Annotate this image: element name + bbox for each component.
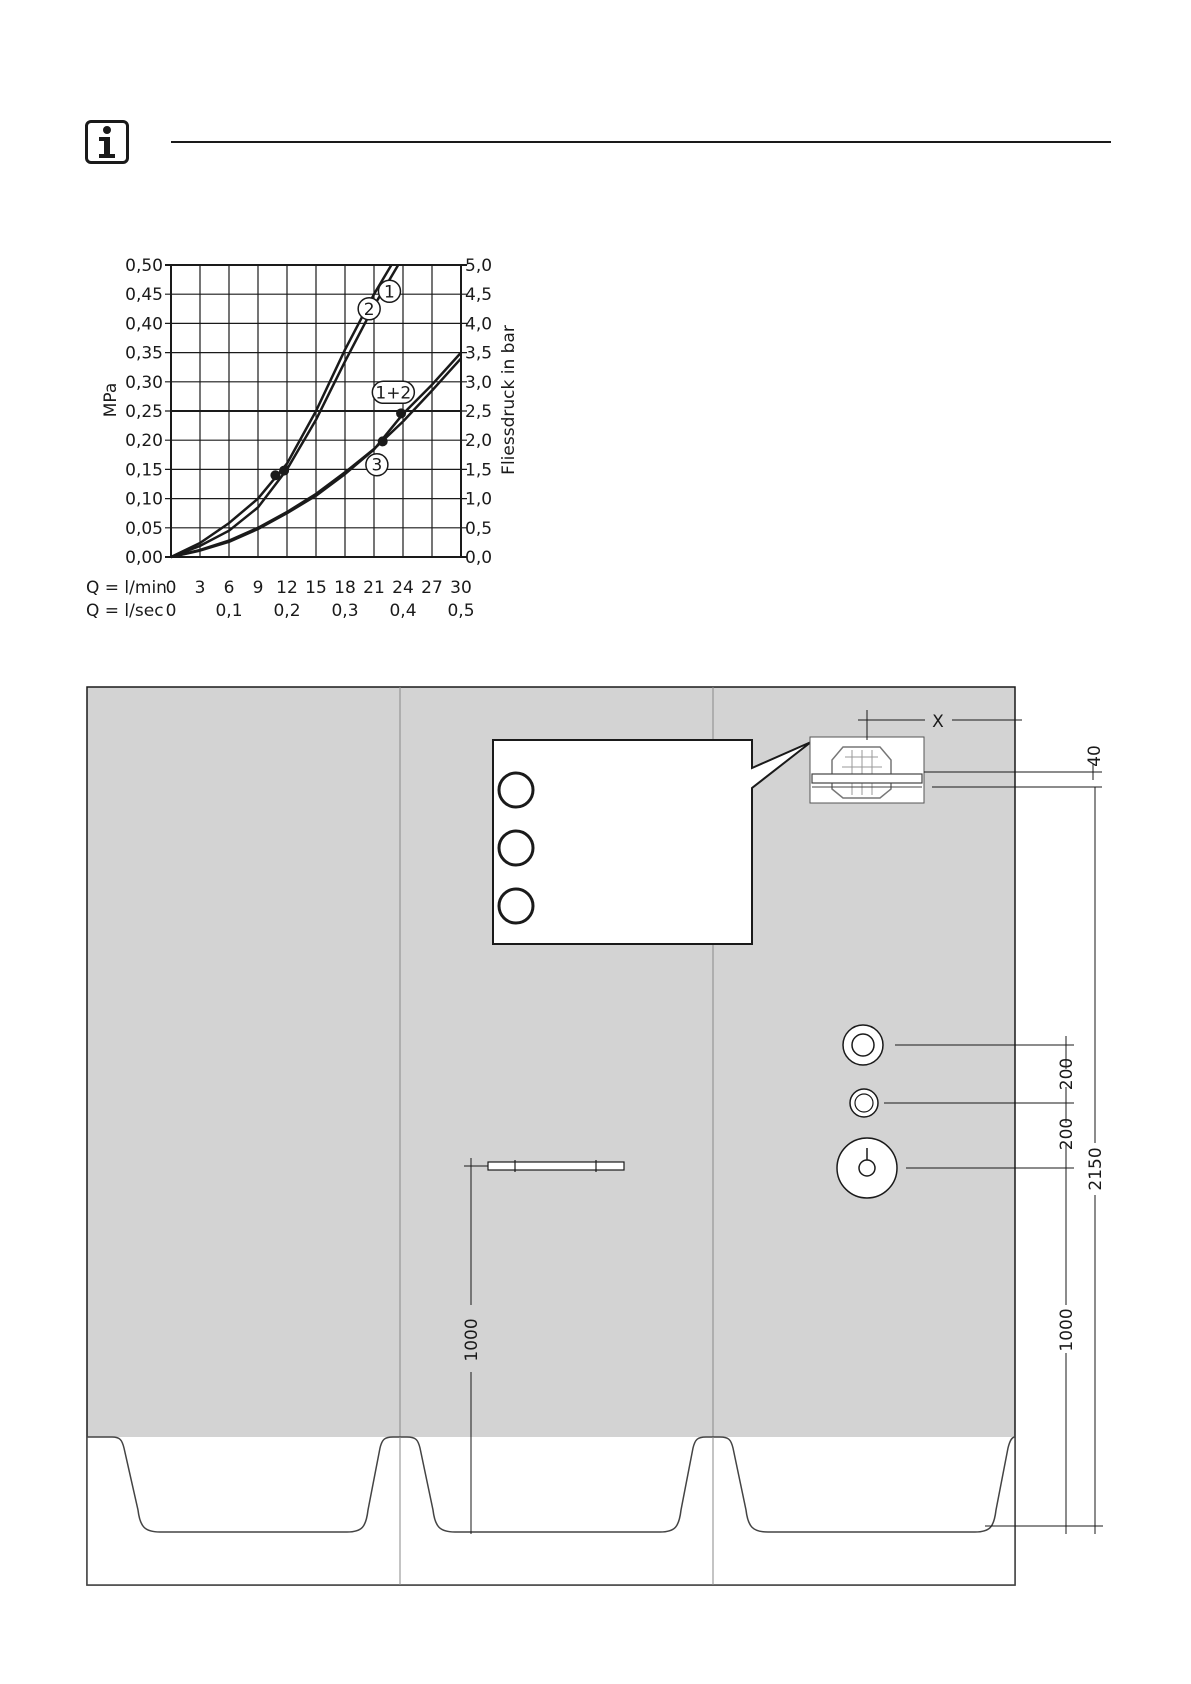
x-tick-label: 6 bbox=[223, 578, 235, 598]
x2-tick-label: 0,1 bbox=[215, 601, 243, 621]
x-tick-label: 9 bbox=[252, 578, 264, 598]
y-axis-label: MPa bbox=[101, 382, 121, 418]
y2-tick-label: 4,0 bbox=[465, 314, 493, 335]
x-tick-label: 15 bbox=[305, 578, 327, 598]
x-tick-label: 12 bbox=[276, 578, 298, 598]
y-tick-label: 0,25 bbox=[125, 402, 163, 422]
y2-tick-label: 3,5 bbox=[465, 343, 493, 364]
shower-arm-bar bbox=[812, 774, 922, 783]
series-label-text: 1+2 bbox=[375, 383, 412, 404]
y2-tick-label: 0,5 bbox=[465, 518, 493, 539]
x-tick-label: 30 bbox=[450, 578, 472, 598]
shower-shelf bbox=[488, 1162, 624, 1170]
x-axis-label: Q = l/min bbox=[86, 578, 167, 598]
series-label-text: 1 bbox=[384, 282, 395, 303]
y2-tick-label: 3,0 bbox=[465, 372, 493, 393]
y2-axis-label: Fliessdruck in bar bbox=[499, 325, 519, 475]
y-tick-label: 0,10 bbox=[125, 489, 163, 510]
dimension-40: 40 bbox=[1085, 745, 1105, 767]
dimension-1000-right: 1000 bbox=[1057, 1308, 1077, 1352]
y2-tick-label: 2,0 bbox=[465, 431, 493, 452]
x2-tick-label: 0 bbox=[165, 601, 177, 621]
y-tick-label: 0,45 bbox=[125, 285, 163, 306]
x-tick-label: 24 bbox=[392, 578, 414, 598]
y2-tick-label: 0,0 bbox=[465, 548, 493, 568]
x2-axis-label: Q = l/sec bbox=[86, 601, 164, 621]
y-tick-label: 0,05 bbox=[125, 518, 163, 539]
y-tick-label: 0,35 bbox=[125, 343, 163, 364]
y-tick-label: 0,30 bbox=[125, 372, 163, 393]
dimension-x: X bbox=[932, 712, 944, 732]
dimension-1000-middle: 1000 bbox=[462, 1318, 482, 1362]
x-tick-label: 27 bbox=[421, 578, 443, 598]
x2-tick-label: 0,3 bbox=[331, 601, 359, 621]
dimension-2150: 2150 bbox=[1086, 1147, 1106, 1191]
y2-tick-label: 5,0 bbox=[465, 256, 493, 276]
dimension-200-upper: 200 bbox=[1057, 1057, 1077, 1091]
y-tick-label: 0,15 bbox=[125, 460, 163, 481]
x-tick-label: 3 bbox=[194, 578, 206, 598]
dimension-200-lower: 200 bbox=[1057, 1117, 1077, 1151]
y2-tick-label: 4,5 bbox=[465, 285, 493, 306]
y-tick-label: 0,20 bbox=[125, 431, 163, 452]
x-tick-label: 21 bbox=[363, 578, 385, 598]
bathtub-row bbox=[87, 1437, 1015, 1585]
series-label-text: 2 bbox=[363, 299, 375, 320]
x2-tick-label: 0,5 bbox=[447, 601, 475, 621]
y2-tick-label: 1,0 bbox=[465, 489, 493, 510]
y-tick-label: 0,50 bbox=[125, 256, 163, 276]
x-tick-label: 0 bbox=[165, 578, 177, 598]
x2-tick-label: 0,2 bbox=[273, 601, 301, 621]
y-tick-label: 0,40 bbox=[125, 314, 163, 335]
y2-tick-label: 2,5 bbox=[465, 402, 493, 422]
series-label-text: 3 bbox=[371, 455, 383, 476]
x2-tick-label: 0,4 bbox=[389, 601, 417, 621]
y-tick-label: 0,00 bbox=[125, 548, 163, 568]
x-tick-label: 18 bbox=[334, 578, 356, 598]
y2-tick-label: 1,5 bbox=[465, 460, 493, 481]
